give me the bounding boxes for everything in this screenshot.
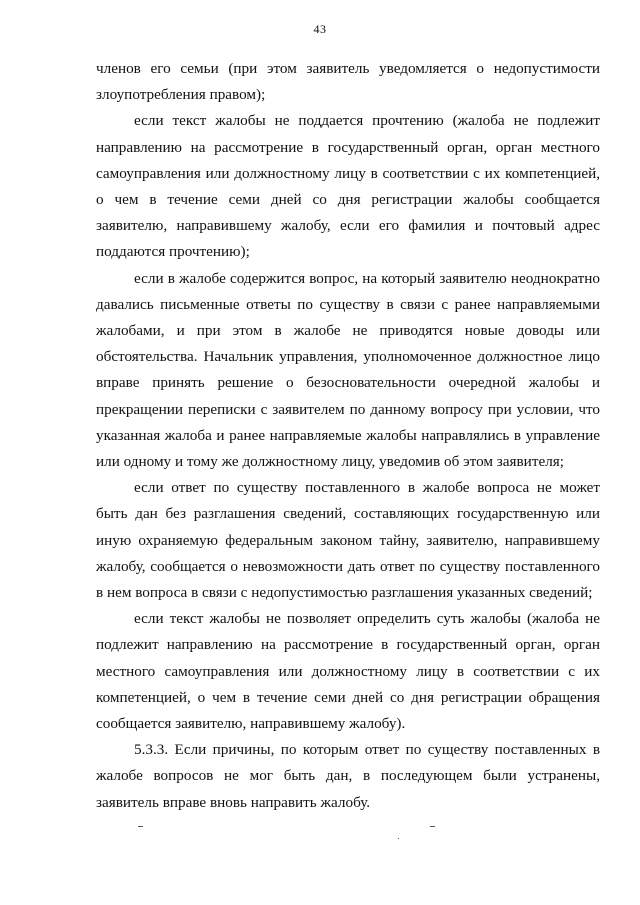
paragraph-3: если в жалобе содержится вопрос, на который заявителю неоднократно давались письменные ответы по существу в связи с ранее направляемыми жалобами, и при этом в жалобе не приводятся новые доводы или обстоятельства. Начальник управления, уполномоченное должностное лицо вправе принять решение о безосновательности очередной жалобы и прекращении переписки с заявителем по данному вопросу при условии, что указанная жалоба и ранее направляемые жалобы направлялись в управление или одному и тому же должностному лицу, уведомив об этом заявителя; (96, 269, 600, 471)
page-number: 43 (313, 22, 327, 36)
scan-speck (430, 826, 435, 827)
paragraph-5: если текст жалобы не позволяет определить суть жалобы (жалоба не подлежит направлению на рассмотрение в государственный орган, орган местного самоуправления или должностному лицу в соответствии с их компетенцией, о чем в течение семи дней со дня регистрации обращения сообщается заявителю, направившему жалобу). (96, 610, 600, 733)
scan-speck (398, 838, 399, 839)
paragraph-1: членов его семьи (при этом заявитель уведомляется о недопустимости злоупотребления правом); (96, 60, 600, 104)
paragraph-2: если текст жалобы не поддается прочтению (жалоба не подлежит направлению на рассмотрение в государственный орган, орган местного самоуправления или должностному лицу в соответствии с их компетенцией, о чем в течение семи дней со дня регистрации жалобы сообщается заявителю, направившему жалобу, если его фамилия и почтовый адрес поддаются прочтению); (96, 112, 600, 261)
paragraph-4: если ответ по существу поставленного в жалобе вопроса не может быть дан без разглашения сведений, составляющих государственную или иную охраняемую федеральным законом тайну, заявителю, направившему жалобу, сообщается о невозможности дать ответ по существу поставленного в нем вопроса в связи с недопустимостью разглашения указанных сведений; (96, 479, 600, 602)
paragraph-6: 5.3.3. Если причины, по которым ответ по существу поставленных в жалобе вопросов не мог быть дан, в последующем были устранены, заявитель вправе вновь направить жалобу. (96, 741, 600, 811)
scan-speck (138, 826, 143, 827)
document-body (96, 56, 600, 816)
